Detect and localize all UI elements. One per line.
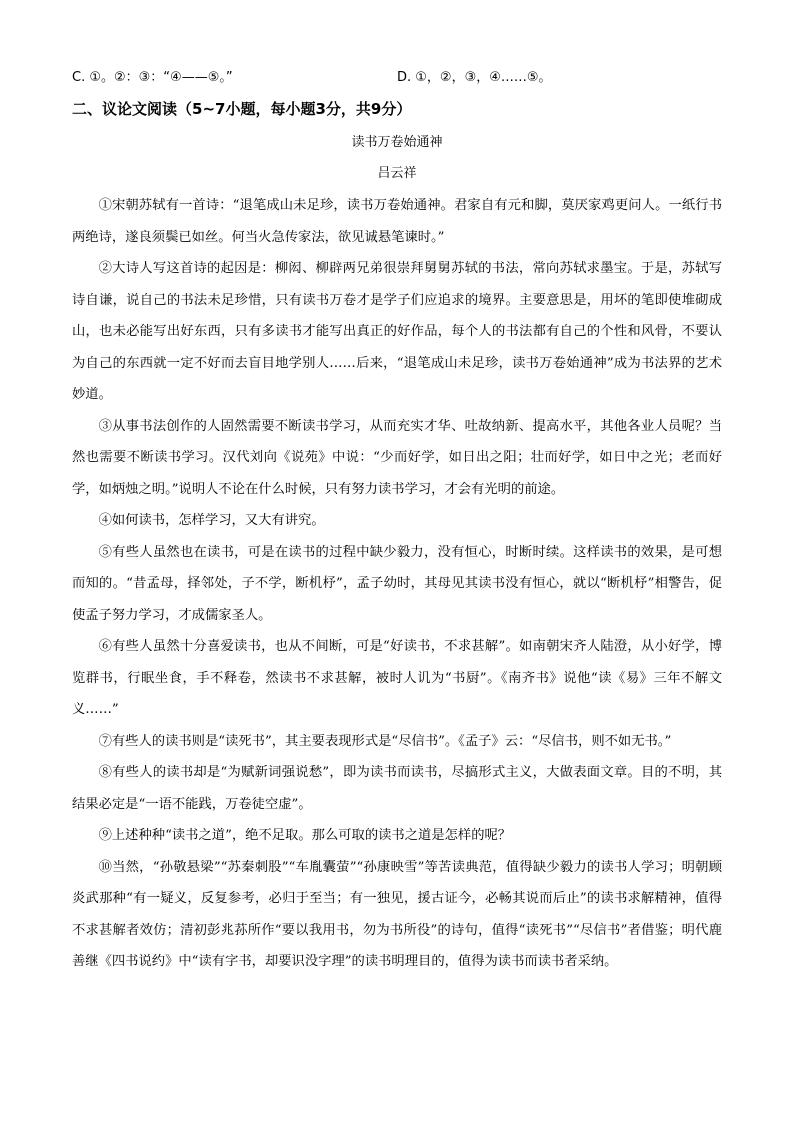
- option-d: D. ①，②，③，④……⑤。: [397, 70, 552, 85]
- option-c: C. ①。②：③：“④——⑤。”: [72, 70, 233, 85]
- paragraph-6: ⑥有些人虽然十分喜爱读书，也从不间断，可是“好读书，不求甚解”。如南朝宋齐人陆澄，从小好学，博览群书，行眠坐食，手不释卷，然读书不求甚解，被时人讥为“书厨”。《南齐书》说他“读《易》三年不解文义……”: [72, 639, 722, 717]
- paragraph-8: ⑧有些人的读书却是“为赋新词强说愁”，即为读书而读书，尽搞形式主义，大做表面文章。目的不明，其结果必定是“一语不能践，万卷徒空虚”。: [72, 765, 722, 812]
- paragraph-1: ①宋朝苏轼有一首诗：“退笔成山未足珍，读书万卷始通神。君家自有元和脚，莫厌家鸡更问人。一纸行书两绝诗，遂良须鬓已如丝。何当火急传家法，欲见诚悬笔谏时。”: [72, 198, 722, 245]
- answer-options-row: [72, 66, 722, 86]
- article-title: 读书万卷始通神: [351, 135, 443, 150]
- article-author: 吕云祥: [377, 166, 417, 181]
- paragraph-9: ⑨上述种种“读书之道”，绝不足取。那么可取的读书之道是怎样的呢？: [98, 828, 512, 843]
- paragraph-3: ③从事书法创作的人固然需要不断读书学习，从而充实才华、吐故纳新、提高水平，其他各业人员呢？当然也需要不断读书学习。汉代刘向《说苑》中说：“少而好学，如日出之阳；壮而好学，如日中之光；老而好学，如炳烛之明。”说明人不论在什么时候，只有努力读书学习，才会有光明的前途。: [72, 418, 722, 497]
- paragraph-4: ④如何读书，怎样学习，又大有讲究。: [98, 513, 325, 528]
- section-heading: 二、议论文阅读（5~7小题，每小题3分，共9分）: [72, 100, 412, 118]
- paragraph-7: ⑦有些人的读书则是“读死书”，其主要表现形式是“尽信书”。《孟子》云：“尽信书，则不如无书。”: [98, 733, 672, 749]
- article-body: [72, 190, 722, 978]
- paragraph-2: ②大诗人写这首诗的起因是：柳闳、柳辟两兄弟很崇拜舅舅苏轼的书法，常向苏轼求墨宝。于是，苏轼写诗自谦，说自己的书法未足珍惜，只有读书万卷才是学子们应追求的境界。主要意思是，用坏的笔即使堆砌成山，也未必能写出好东西，只有多读书才能写出真正的好作品，每个人的书法都有自己的个性和风骨，不要认为自己的东西就一定不好而去盲目地学别人……后来，“退笔成山未足珍，读书万卷始通神”成为书法界的艺术妙道。: [72, 261, 722, 402]
- paragraph-5: ⑤有些人虽然也在读书，可是在读书的过程中缺少毅力，没有恒心，时断时续。这样读书的效果，是可想而知的。“昔孟母，择邻处，子不学，断机杼”，孟子幼时，其母见其读书没有恒心，就以“断机杼”相警告，促使孟子努力学习，才成儒家圣人。: [72, 544, 722, 623]
- paragraph-10: ⑩当然，“孙敬悬梁”“苏秦刺股”“车胤囊萤”“孙康映雪”等苦读典范，值得缺少毅力的读书人学习；明朝顾炎武那种“有一疑义，反复参考，必归于至当；有一独见，援古证今，必畅其说而后止”的读书求解精神，值得不求甚解者效仿；清初彭兆荪所作“要以我用书，勿为书所役”的诗句，值得“读死书”“尽信书”者借鉴；明代鹿善继《四书说约》中“读有字书，却要识没字理”的读书明理目的，值得为读书而读书者采纳。: [72, 859, 722, 969]
